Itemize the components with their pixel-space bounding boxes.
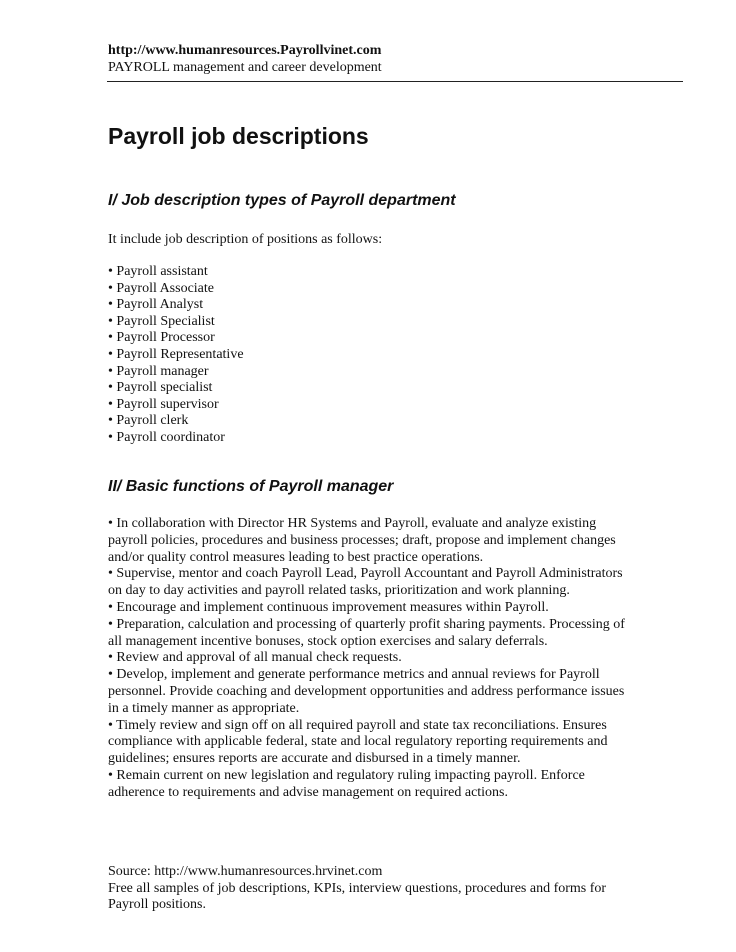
header-subtitle: PAYROLL management and career development	[108, 60, 382, 75]
source-footer	[108, 864, 638, 914]
section-heading-job-types: I/ Job description types of Payroll department	[108, 192, 456, 209]
list-item: • Review and approval of all manual check requests.	[108, 650, 402, 666]
list-item: • Payroll Representative	[108, 346, 244, 362]
section-heading-basic-functions: II/ Basic functions of Payroll manager	[108, 478, 394, 495]
list-item: • Payroll supervisor	[108, 396, 219, 412]
list-item: • Payroll Processor	[108, 330, 215, 346]
list-item: • Payroll manager	[108, 363, 209, 379]
section-intro: It include job description of positions as follows:	[108, 232, 383, 247]
list-item: • Payroll assistant	[108, 264, 208, 279]
list-item: • Timely review and sign off on all required payroll and state tax reconciliations. Ensures compliance with applicable federal, state and local regulatory reporting requirements and guidelines; ensures reports are accurate and disbursed in a timely manner.	[108, 717, 608, 767]
list-item: • Encourage and implement continuous improvement measures within Payroll.	[108, 599, 549, 615]
list-item: • In collaboration with Director HR Systems and Payroll, evaluate and analyze existing payroll policies, procedures and business processes; draft, propose and implement changes and/or quality control measures leading to best practice operations.	[108, 516, 616, 565]
list-item: • Payroll specialist	[108, 380, 213, 396]
list-item: • Payroll Analyst	[108, 297, 204, 313]
list-item: • Develop, implement and generate performance metrics and annual reviews for Payroll personnel. Provide coaching and development opportunities and address performance issues in a timely manner as appropriate.	[108, 667, 625, 716]
footer-note: Free all samples of job descriptions, KPIs, interview questions, procedures and forms for Payroll positions.	[108, 880, 607, 913]
functions-list	[108, 516, 628, 802]
header-divider	[107, 81, 683, 82]
list-item: • Payroll Associate	[108, 280, 214, 296]
source-line: Source: http://www.humanresources.hrvinet.com	[108, 864, 383, 879]
page-title: Payroll job descriptions	[108, 123, 369, 149]
list-item: • Payroll Specialist	[108, 313, 215, 329]
list-item: • Supervise, mentor and coach Payroll Lead, Payroll Accountant and Payroll Administrators on day to day activities and payroll related tasks, prioritization and work planning.	[108, 566, 623, 599]
positions-list	[108, 264, 244, 447]
list-item: • Preparation, calculation and processing of quarterly profit sharing payments. Processing of all management incentive bonuses, stock option exercises and salary deferrals.	[108, 616, 625, 649]
list-item: • Payroll clerk	[108, 413, 189, 429]
list-item: • Payroll coordinator	[108, 429, 225, 445]
header-url: http://www.humanresources.Payrollvinet.com	[108, 43, 382, 58]
list-item: • Remain current on new legislation and regulatory ruling impacting payroll. Enforce adherence to requirements and advise management on required actions.	[108, 767, 585, 800]
